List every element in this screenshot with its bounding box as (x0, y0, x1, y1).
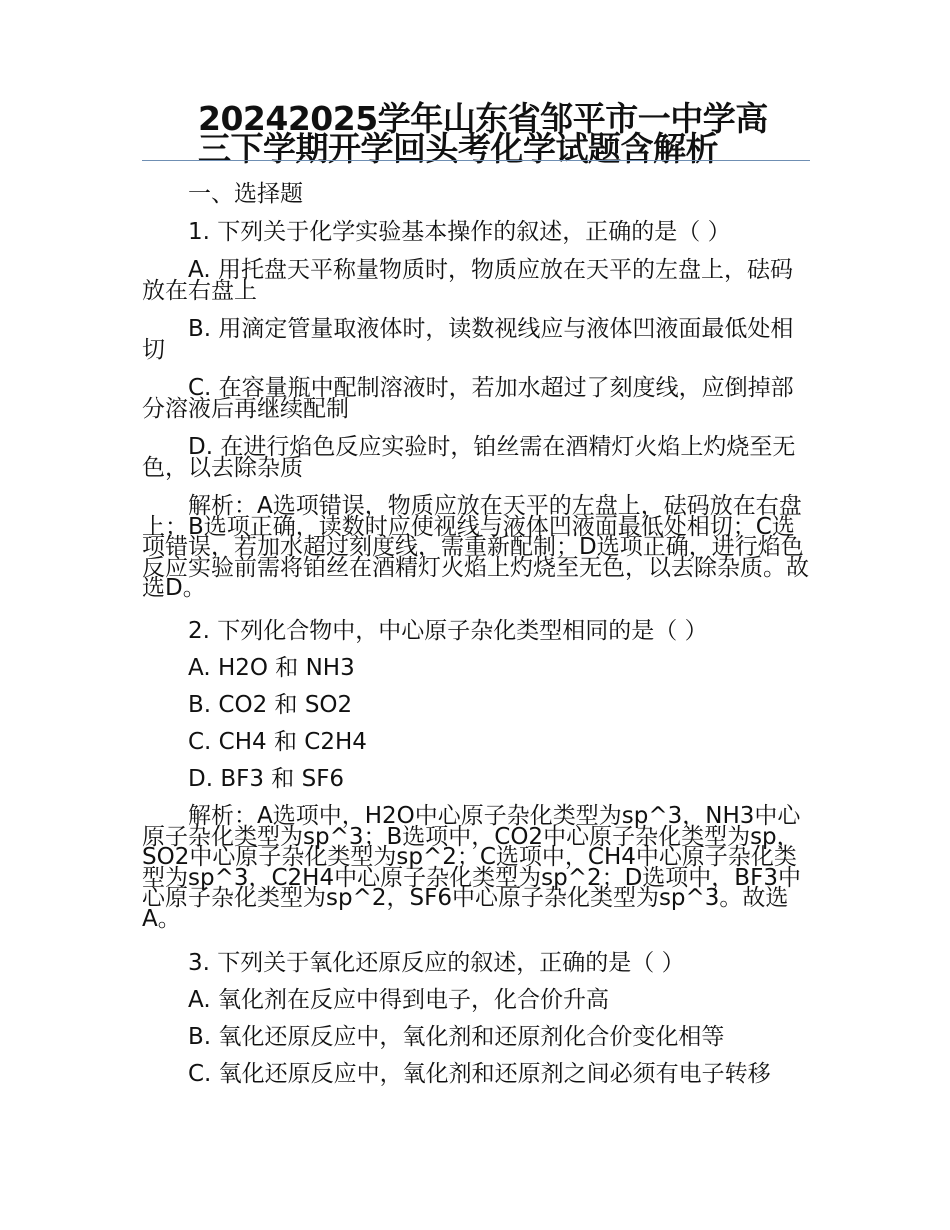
question-1-option-c: C. 在容量瓶中配制溶液时，若加水超过了刻度线，应倒掉部分溶液后再继续配制 (142, 375, 794, 422)
title-underline (142, 160, 810, 161)
question-1-option-b: B. 用滴定管量取液体时，读数视线应与液体凹液面最低处相切 (142, 316, 794, 363)
question-1-stem: 1. 下列关于化学实验基本操作的叙述，正确的是（ ） (188, 219, 731, 245)
question-1-option-a: A. 用托盘天平称量物质时，物质应放在天平的左盘上，砝码放在右盘上 (142, 257, 793, 304)
question-1-option-d: D. 在进行焰色反应实验时，铂丝需在酒精灯火焰上灼烧至无色，以去除杂质 (142, 434, 796, 481)
question-2-stem: 2. 下列化合物中，中心原子杂化类型相同的是（ ） (188, 618, 708, 644)
question-3-option-a: A. 氧化剂在反应中得到电子，化合价升高 (188, 987, 609, 1013)
document-title: 20242025学年山东省邹平市一中学高三下学期开学回头考化学试题含解析 (198, 99, 768, 168)
question-2-option-c: C. CH4 和 C2H4 (188, 729, 367, 755)
question-2-option-a: A. H2O 和 NH3 (188, 655, 355, 681)
question-2-option-b: B. CO2 和 SO2 (188, 692, 353, 718)
question-3-option-c: C. 氧化还原反应中，氧化剂和还原剂之间必须有电子转移 (188, 1061, 771, 1087)
section-heading: 一、选择题 (188, 181, 303, 207)
question-3-stem: 3. 下列关于氧化还原反应的叙述，正确的是（ ） (188, 950, 685, 976)
question-2-option-d: D. BF3 和 SF6 (188, 766, 345, 792)
question-3-option-b: B. 氧化还原反应中，氧化剂和还原剂化合价变化相等 (188, 1024, 725, 1050)
question-2-analysis: 解析：A选项中，H2O中心原子杂化类型为sp^3，NH3中心原子杂化类型为sp^3；B选项中，CO2中心原子杂化类型为sp，SO2中心原子杂化类型为sp^2；C选项中，CH4中心原子杂化类型为sp^3，C2H4中心原子杂化类型为sp^2；D选项中，BF3中心原子杂化类型为sp^2，SF6中心原子杂化类型为sp^3。故选A。 (142, 803, 801, 932)
question-1-analysis: 解析：A选项错误，物质应放在天平的左盘上，砝码放在右盘上；B选项正确，读数时应使视线与液体凹液面最低处相切；C选项错误，若加水超过刻度线，需重新配制；D选项正确，进行焰色反应实验前需将铂丝在酒精灯火焰上灼烧至无色，以去除杂质。故选D。 (142, 493, 809, 601)
